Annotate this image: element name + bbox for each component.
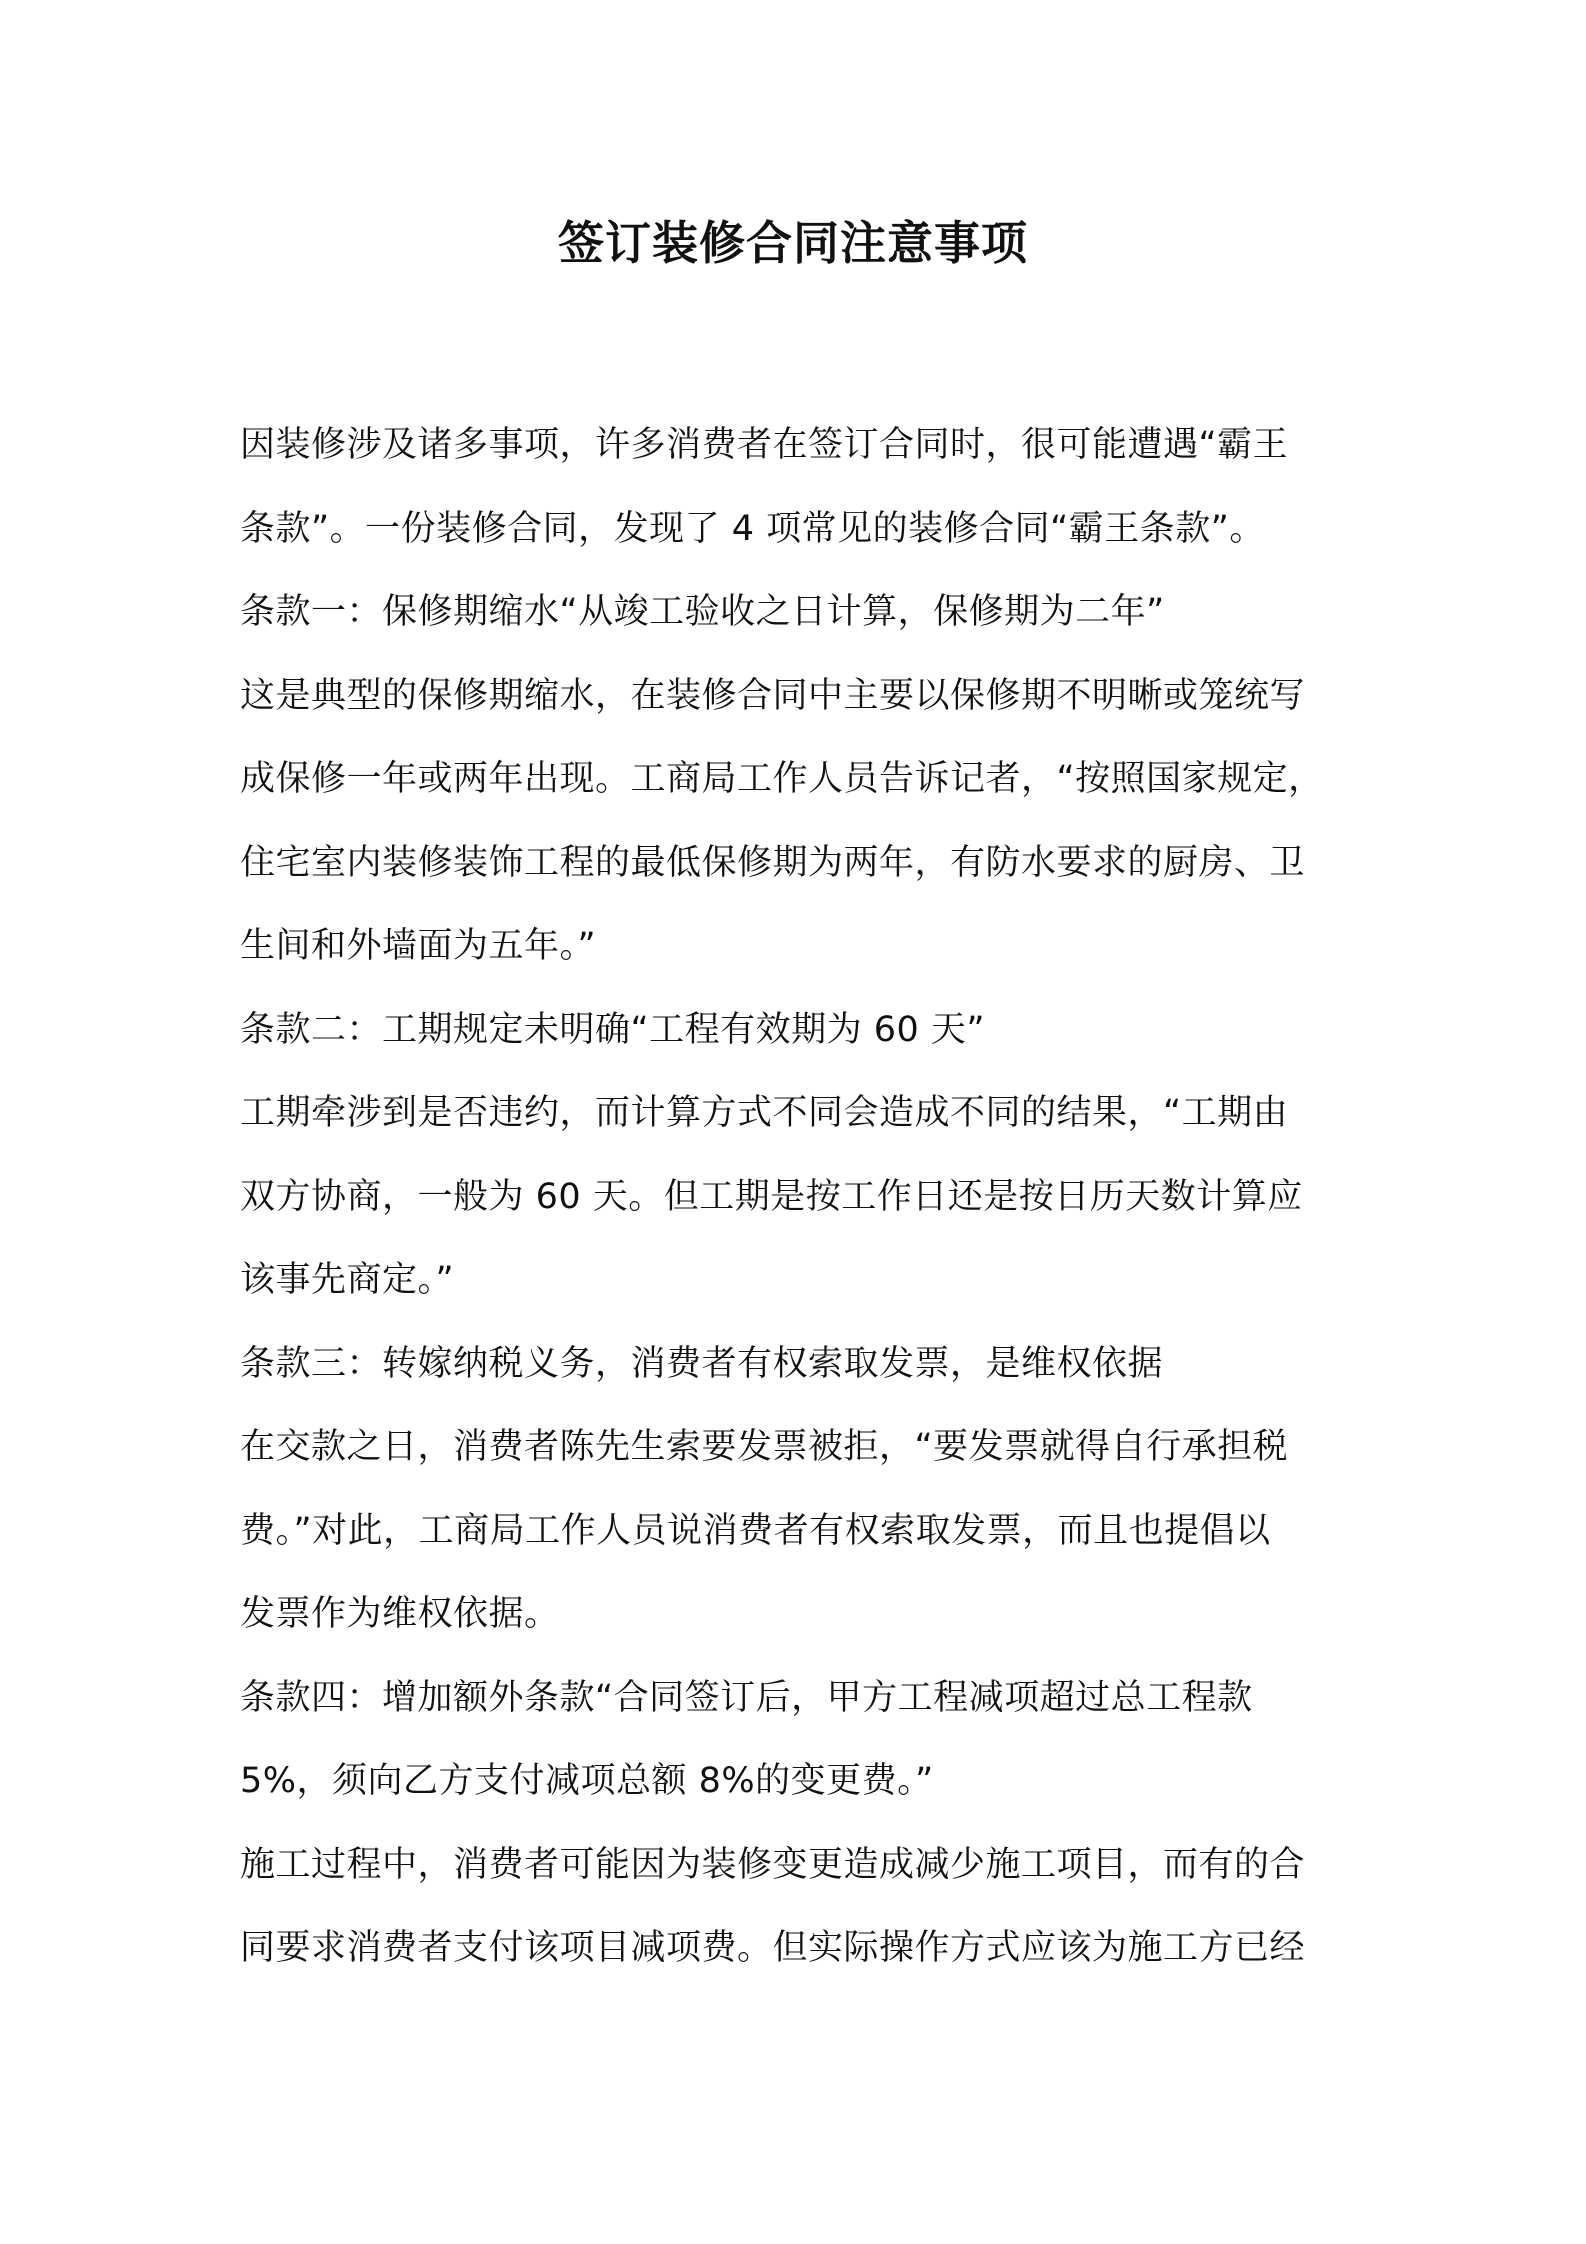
body-line: 费。”对此，工商局工作人员说消费者有权索取发票，而且也提倡以: [240, 1510, 1271, 1551]
body-line: 这是典型的保修期缩水，在装修合同中主要以保修期不明晰或笼统写: [240, 675, 1306, 716]
body-line: 条款”。一份装修合同，发现了 4 项常见的装修合同“霸王条款”。: [240, 508, 1265, 549]
document-body: [240, 404, 1352, 1991]
body-line: 工期牵涉到是否违约，而计算方式不同会造成不同的结果，“工期由: [240, 1093, 1289, 1133]
body-line: 发票作为维权依据。: [240, 1594, 560, 1634]
body-line: 施工过程中，消费者可能因为装修变更造成减少施工项目，而有的合: [240, 1844, 1306, 1885]
body-line: 生间和外墙面为五年。”: [240, 926, 597, 966]
body-line: 在交款之日，消费者陈先生索要发票被拒，“要发票就得自行承担税: [240, 1427, 1289, 1467]
body-line: 双方协商，一般为 60 天。但工期是按工作日还是按日历天数计算应: [240, 1176, 1303, 1217]
body-line: 住宅室内装修装饰工程的最低保修期为两年，有防水要求的厨房、卫: [240, 842, 1306, 883]
body-line: 成保修一年或两年出现。工商局工作人员告诉记者，“按照国家规定，: [240, 759, 1324, 799]
document-title: 签订装修合同注意事项: [558, 216, 1028, 270]
body-line: 5%，须向乙方支付减项总额 8%的变更费。”: [240, 1761, 934, 1801]
clause-heading-4: 条款四：增加额外条款“合同签订后，甲方工程减项超过总工程款: [240, 1677, 1253, 1718]
body-line: 因装修涉及诸多事项，许多消费者在签订合同时，很可能遭遇“霸王: [240, 425, 1289, 465]
body-line: 该事先商定。”: [240, 1260, 455, 1300]
clause-heading-1: 条款一：保修期缩水“从竣工验收之日计算，保修期为二年”: [240, 592, 1165, 632]
body-line: 同要求消费者支付该项目减项费。但实际操作方式应该为施工方已经: [240, 1928, 1306, 1968]
clause-heading-2: 条款二：工期规定未明确“工程有效期为 60 天”: [240, 1009, 986, 1050]
clause-heading-3: 条款三：转嫁纳税义务，消费者有权索取发票，是维权依据: [240, 1343, 1164, 1384]
